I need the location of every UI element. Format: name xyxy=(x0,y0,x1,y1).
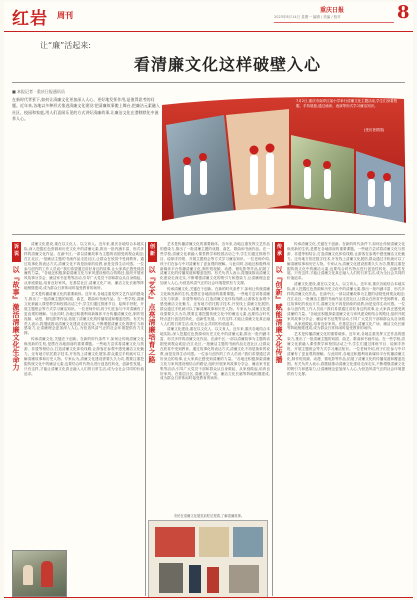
inset-photo-left xyxy=(12,550,67,597)
column-right-paragraph-3: 艺术是传播清廉文化的重要载体。近年来,各地注重发挥文艺作品的感染力,推出了一批清廉主题的戏剧、曲艺、歌曲和书画作品。在一些学校,清廉文化被融入课堂教学和校园活动之中,学生们通过排练节目、绘制手抄报、开展主题班会等方式学习廉洁知识。一位老师介绍,孩子们在参与中对清廉有了更直观的理解。与此同时,各地还积极利用新媒体平台传播清廉文化,制作短视频、动漫、微电影等作品,拓展了清廉文化的传播渠道和覆盖范围。有关负责人表示,将继续推动清廉文化建设走深走实,不断增强清廉文化的吸引力和感染力,让清廉理念更加深入人心,为营造风清气正的社会环境提供有力支撑。 xyxy=(287,332,405,376)
hero-credit: (受访者供图) xyxy=(364,128,385,132)
column-middle-text xyxy=(160,242,270,510)
column-left-paragraph-3: 传承清廉文化,关键在于创新。在新的时代条件下,如何让传统清廉文化焕发新的生机,是摆在各地面前的重要课题。一些地方尝试将清廉文化与旅游、非遗等相结合,打造清廉文化体验线路,让游客在参观中感受廉洁文化魅力。还有地方依托数字技术,开发线上清廉文化展馆,群众通过手机就可以了解清廉故事和历史人物。专家认为,清廉文化建设需要久久为功,既要注重挖掘传统文化中的廉洁元素,也要结合时代特点进行创造性转化、创新性发展。只有这样,才能让清廉文化真正融入人们的日常生活,成为全社会共同的价值追求。 xyxy=(24,337,144,376)
column-right-text xyxy=(287,242,405,594)
byline: ■ 本报记者 · 重庆日报通讯员 xyxy=(12,89,65,94)
masthead-logo: 红岩 xyxy=(12,9,48,29)
page-headline: 看清廉文化这样破壁入心 xyxy=(134,55,322,74)
column-left-text xyxy=(24,242,144,547)
section-tag-middle: 创新 xyxy=(148,242,157,262)
column-right-paragraph: 传承清廉文化,关键在于创新。在新的时代条件下,如何让传统清廉文化焕发新的生机,是摆在各地面前的重要课题。一些地方尝试将清廉文化与旅游、非遗等相结合,打造清廉文化体验线路,让游客在参观中感受廉洁文化魅力。还有地方依托数字技术,开发线上清廉文化展馆,群众通过手机就可以了解清廉故事和历史人物。专家认为,清廉文化建设需要久久为功,既要注重挖掘传统文化中的廉洁元素,也要结合时代特点进行创造性转化、创新性发展。只有这样,才能让清廉文化真正融入人们的日常生活,成为全社会共同的价值追求。 xyxy=(287,242,405,281)
section-divider xyxy=(12,234,405,235)
hero-photo-collage xyxy=(154,95,409,230)
masthead-meta: 2023年8月14日 星期一 编辑 / 美编 / 校对 xyxy=(274,15,341,19)
section-title-right: 以『创新』赋能清廉文化传播 xyxy=(275,266,284,364)
masthead-section: 周刊 xyxy=(57,11,73,20)
headline-kicker: 让“廉”活起来: xyxy=(40,41,91,50)
column-left-paragraph-2: 艺术是传播清廉文化的重要载体。近年来,各地注重发挥文艺作品的感染力,推出了一批清廉主题的戏剧、曲艺、歌曲和书画作品。在一些学校,清廉文化被融入课堂教学和校园活动之中,学生们通过排练节目、绘制手抄报、开展主题班会等方式学习廉洁知识。一位老师介绍,孩子们在参与中对清廉有了更直观的理解。与此同时,各地还积极利用新媒体平台传播清廉文化,制作短视频、动漫、微电影等作品,拓展了清廉文化的传播渠道和覆盖范围。有关负责人表示,将继续推动清廉文化建设走深走实,不断增强清廉文化的吸引力和感染力,让清廉理念更加深入人心,为营造风清气正的社会环境提供有力支撑。 xyxy=(24,292,144,336)
masthead-divider xyxy=(274,22,394,23)
column-divider xyxy=(145,242,146,596)
photo-caption: 市民在清廉文化展览前驻足观看,了解清廉故事。 xyxy=(173,514,245,518)
newspaper-page xyxy=(4,2,413,598)
exhibition-graphic xyxy=(149,521,268,598)
column-left-paragraph: 清廉文化建设,重在以文化人、以文育人。近年来,重庆各地结合本地实际,深入挖掘红色资源和历史文化中的清廉元素,推出一批内涵丰富、形式多样的清廉文化作品。在渝中区,一部以清廉故事为主题的话剧受到观众欢迎;在江北区,一批廉洁主题的书画作品走进社区,让群众在欣赏中受到教育。通过故事化的表达方式,清廉文化不再是抽象的说教,而是变得生动可感。一位参与创作的工作人员说:“我们希望通过讲好身边的故事,让大家真正感受到清廉的力量。”各地还积极探索清廉文化与家风建设相结合的路径,组织开展家风故事分享会、廉洁家书征集等活动,引导广大党员干部和群众从自身做起、从家庭做起,培育良好家风。在基层社区,清廉文化广场、廉洁文化长廊等阵地相继建成,成为群众日常休闲时接受教育的场所。 xyxy=(24,242,144,291)
column-middle-paragraph-3: 清廉文化建设,重在以文化人、以文育人。近年来,重庆各地结合本地实际,深入挖掘红色资源和历史文化中的清廉元素,推出一批内涵丰富、形式多样的清廉文化作品。在渝中区,一部以清廉故事为主题的话剧受到观众欢迎;在江北区,一批廉洁主题的书画作品走进社区,让群众在欣赏中受到教育。通过故事化的表达方式,清廉文化不再是抽象的说教,而是变得生动可感。一位参与创作的工作人员说:“我们希望通过讲好身边的故事,让大家真正感受到清廉的力量。”各地还积极探索清廉文化与家风建设相结合的路径,组织开展家风故事分享会、廉洁家书征集等活动,引导广大党员干部和群众从自身做起、从家庭做起,培育良好家风。在基层社区,清廉文化广场、廉洁文化长廊等阵地相继建成,成为群众日常休闲时接受教育的场所。 xyxy=(160,327,270,381)
masthead-paper-name: 重庆日报 xyxy=(320,7,345,14)
page-number: 8 xyxy=(397,2,410,23)
hero-caption: 7月2日,重庆市南岸区某小学举行清廉文化主题活动,学生们身着校服、手持展板,通过诵读、表演等形式学习廉洁知识。 xyxy=(296,99,398,109)
hero-fan-graphic xyxy=(154,95,409,230)
section-title-middle: 以『艺术』点亮清廉培育之路 xyxy=(148,266,157,364)
intro-paragraph: 在新时代背景下,如何让清廉文化更加深入人心、更好地发挥作用,是值得思考的问题。近年来,各地以多种形式推进清廉文化建设:把清廉故事搬上舞台,把廉洁元素融入社区、校园和家庭,用人们喜闻乐见的方式讲好清廉故事,让廉洁文化在潜移默化中滋养人心。 xyxy=(12,97,160,121)
column-middle-paragraph-2: 传承清廉文化,关键在于创新。在新的时代条件下,如何让传统清廉文化焕发新的生机,是摆在各地面前的重要课题。一些地方尝试将清廉文化与旅游、非遗等相结合,打造清廉文化体验线路,让游客在参观中感受廉洁文化魅力。还有地方依托数字技术,开发线上清廉文化展馆,群众通过手机就可以了解清廉故事和历史人物。专家认为,清廉文化建设需要久久为功,既要注重挖掘传统文化中的廉洁元素,也要结合时代特点进行创造性转化、创新性发展。只有这样,才能让清廉文化真正融入人们的日常生活,成为全社会共同的价值追求。 xyxy=(160,287,270,326)
footer-rule xyxy=(4,597,413,598)
figure-silhouette xyxy=(23,565,33,585)
column-middle-paragraph: 艺术是传播清廉文化的重要载体。近年来,各地注重发挥文艺作品的感染力,推出了一批清廉主题的戏剧、曲艺、歌曲和书画作品。在一些学校,清廉文化被融入课堂教学和校园活动之中,学生们通过排练节目、绘制手抄报、开展主题班会等方式学习廉洁知识。一位老师介绍,孩子们在参与中对清廉有了更直观的理解。与此同时,各地还积极利用新媒体平台传播清廉文化,制作短视频、动漫、微电影等作品,拓展了清廉文化的传播渠道和覆盖范围。有关负责人表示,将继续推动清廉文化建设走深走实,不断增强清廉文化的吸引力和感染力,让清廉理念更加深入人心,为营造风清气正的社会环境提供有力支撑。 xyxy=(160,242,270,286)
section-tag-left: 诉说 xyxy=(12,242,21,262)
column-right-paragraph-2: 清廉文化建设,重在以文化人、以文育人。近年来,重庆各地结合本地实际,深入挖掘红色资源和历史文化中的清廉元素,推出一批内涵丰富、形式多样的清廉文化作品。在渝中区,一部以清廉故事为主题的话剧受到观众欢迎;在江北区,一批廉洁主题的书画作品走进社区,让群众在欣赏中受到教育。通过故事化的表达方式,清廉文化不再是抽象的说教,而是变得生动可感。一位参与创作的工作人员说:“我们希望通过讲好身边的故事,让大家真正感受到清廉的力量。”各地还积极探索清廉文化与家风建设相结合的路径,组织开展家风故事分享会、廉洁家书征集等活动,引导广大党员干部和群众从自身做起、从家庭做起,培育良好家风。在基层社区,清廉文化广场、廉洁文化长廊等阵地相继建成,成为群众日常休闲时接受教育的场所。 xyxy=(287,282,405,331)
section-title-left: 以『故事』激活清廉文化生命力 xyxy=(12,266,21,371)
headline-rule xyxy=(12,82,405,83)
column-divider xyxy=(272,242,273,596)
figure-silhouette xyxy=(41,561,53,587)
bottom-photo xyxy=(148,520,268,598)
section-tag-right: 传承 xyxy=(275,242,284,262)
masthead xyxy=(4,2,413,32)
